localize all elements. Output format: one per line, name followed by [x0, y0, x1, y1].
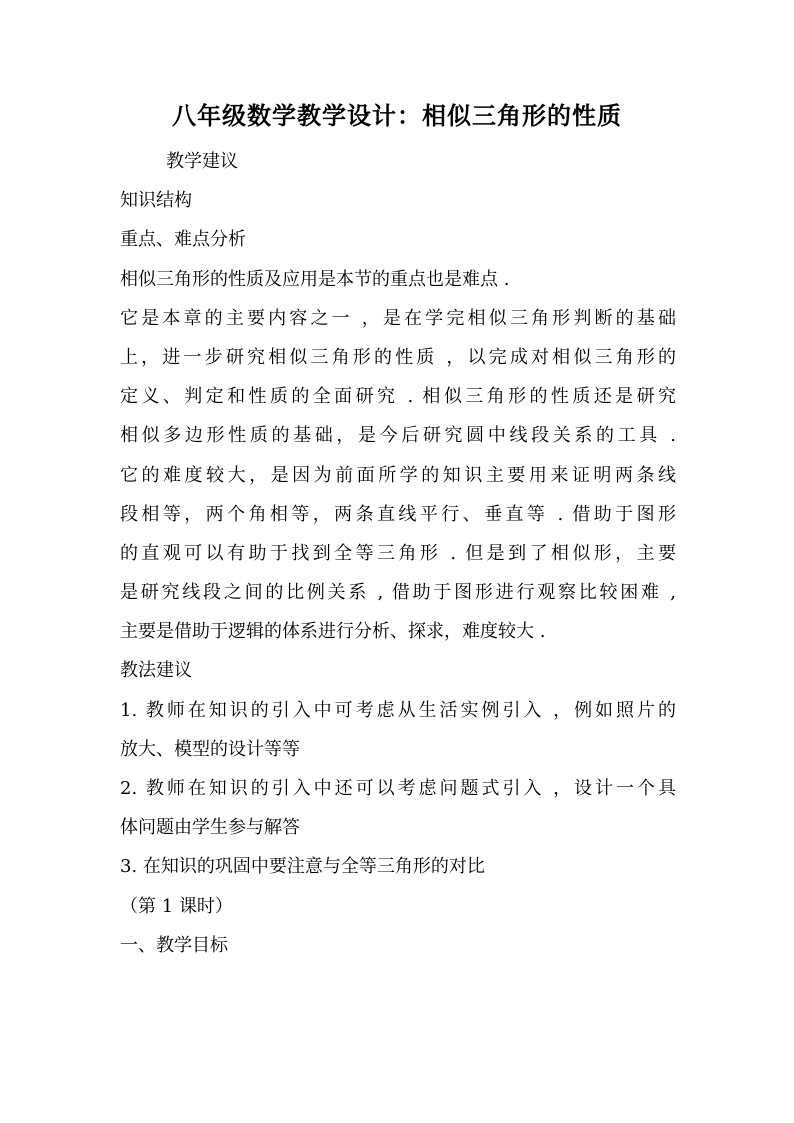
section-heading-teaching-method: 教法建议 — [120, 660, 192, 682]
section-heading-key-points: 重点、难点分析 — [120, 229, 246, 251]
list-item-line: 放大、模型的设计等等 — [120, 738, 300, 760]
list-item-line: 体问题由学生参与解答 — [120, 817, 300, 839]
paragraph-line: 它是本章的主要内容之一 ，是在学完相似三角形判断的基础 — [120, 307, 676, 329]
list-item-line: 2. 教师在知识的引入中还可以考虑问题式引入 ，设计一个具 — [120, 778, 676, 799]
paragraph-line: 段相等，两个角相等，两条直线平行、垂直等 . 借助于图形 — [120, 503, 676, 525]
list-item-line: 3. 在知识的巩固中要注意与全等三角形的对比 — [120, 856, 485, 878]
paragraph-line: 的直观可以有助于找到全等三角形 . 但是到了相似形，主要 — [120, 542, 676, 564]
document-body — [120, 142, 676, 965]
paragraph-line: 主要是借助于逻辑的体系进行分析、探求，难度较大 . — [120, 621, 546, 643]
lesson-label: （第 1 课时） — [120, 895, 233, 917]
paragraph-line: 相似三角形的性质及应用是本节的重点也是难点 . — [120, 268, 510, 290]
paragraph-line: 是研究线段之间的比例关系 , 借助于图形进行观察比较困难 , — [120, 582, 676, 604]
document-title: 八年级数学教学设计：相似三角形的性质 — [172, 101, 622, 130]
paragraph-line: 相似多边形性质的基础，是今后研究圆中线段关系的工具 . — [120, 425, 676, 447]
paragraph-line: 定义、判定和性质的全面研究 . 相似三角形的性质还是研究 — [120, 386, 676, 408]
section-heading-knowledge-structure: 知识结构 — [120, 190, 192, 212]
list-item-line: 1. 教师在知识的引入中可考虑从生活实例引入 ，例如照片的 — [120, 699, 676, 721]
section-heading-objectives: 一、教学目标 — [120, 934, 228, 956]
section-heading-teaching-suggestions: 教学建议 — [166, 151, 238, 172]
paragraph-line: 它的难度较大，是因为前面所学的知识主要用来证明两条线 — [120, 464, 676, 486]
paragraph-line: 上，进一步研究相似三角形的性质 ，以完成对相似三角形的 — [120, 346, 676, 368]
